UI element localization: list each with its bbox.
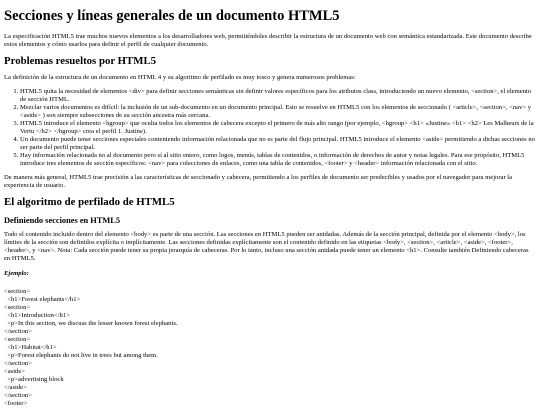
list-item: 2. Mezclar varios documentos es difícil: la inclusión de un sub-documento en un documento principal. Esto se resuelve en HTML5 con los elementos de seccionado ( <article>, <section>, <nav> y <aside> ) son siempre subsecciones de su sección ancestra más cercana. — [20, 104, 536, 120]
algorithm-heading: El algoritmo de perfilado de HTML5 — [4, 196, 175, 209]
intro-paragraph: La especificación HTML5 trae muchos nuevos elementos a los desarrolladores web, permitiéndoles describir la estructura de un documento web con semántica estandarizada. Este documento describe estos elementos y cómo usarlos para definir el perfil de cualquier documento. — [4, 32, 532, 48]
page-title: Secciones y líneas generales de un documento HTML5 — [4, 8, 340, 24]
list-item: 4. Un documento puede tener secciones especiales conteniendo información relacionada que no es parte del flujo principal. HTML5 introduce el elemento <aside> permitiendo a dichas secciones no ser parte del perfil principal. — [20, 136, 536, 152]
sections-body: Todo el contenido incluido dentro del elemento <body> es parte de una sección. Las secciones en HTML5 pueden ser anidadas. Además de la sección principal, definida por el elemento <body>, los límites de la sección son definidos explícita o implícitamente. Las secciones definidas explícitamente son el contenido definido en las etiquetas <body>, <section>, <article>, <aside>, <footer>, <header>, y <nav>. Nota: Cada sección puede tener su propia jerarquía de cabeceras. Por lo tanto, incluso una sección anidada puede tener un elemento <h1>. Consulte también Definiendo cabeceras en HTML5. — [4, 231, 529, 263]
problems-heading: Problemas resueltos por HTML5 — [4, 55, 157, 67]
example-label: Ejemplo: — [4, 269, 29, 277]
problems-closing: De manera más general, HTML5 trae precisión a las características de seccionado y cabecera, permitiendo a los perfiles de documento ser predecibles y usados por el navegador para mejorar la experiencia de usuario. — [4, 174, 513, 190]
list-item: 5. Hay información relacionada no al documento pero sí al sitio entero, como logos, menús, tablas de contenidos, o información de derechos de autor y notas legales. Para ese propósito, HTML5 introduce tres elementos de sección específicos: <nav> para colecciones de enlaces, como una tabla de contenidos, <footer> y <header> información relacionada con el sitio. — [20, 152, 536, 168]
code-example: <section> <h1>Forest elephants</h1> <section> <h1>Introduction</h1> <p>In this section, we discuss the lesser known forest elephants. </section> <section> <h1>Habitat</h1> <p>Forest elephants do not live in trees but among them. </section> <aside> <p>advertising block </aside> </section> <footer> — [4, 287, 178, 407]
list-item: 1. HTML5 quita la necesidad de elementos <div> para definir secciones semánticas sin definir valores específicos para los atributos class, introduciendo un nuevo elemento, <section>, el elemento de sección HTML. — [20, 88, 536, 104]
list-item: 3. HTML5 introduce el elemento <hgroup> que oculta todos los elementos de cabecera excepto el primero de más alto rango (por ejemplo, <hgroup> <h1> «Justine» <h1> <h2> Les Malheurs de la Vertu </h2> </hgroup> crea el perfil 1. Justine). — [20, 120, 536, 136]
problems-list — [4, 88, 536, 168]
problems-lead: La definición de la estructura de un documento en HTML 4 y su algoritmo de perfilado es muy tosco y genera numerosos problemas: — [4, 73, 356, 81]
sections-subheading: Definiendo secciones en HTML5 — [4, 216, 121, 226]
